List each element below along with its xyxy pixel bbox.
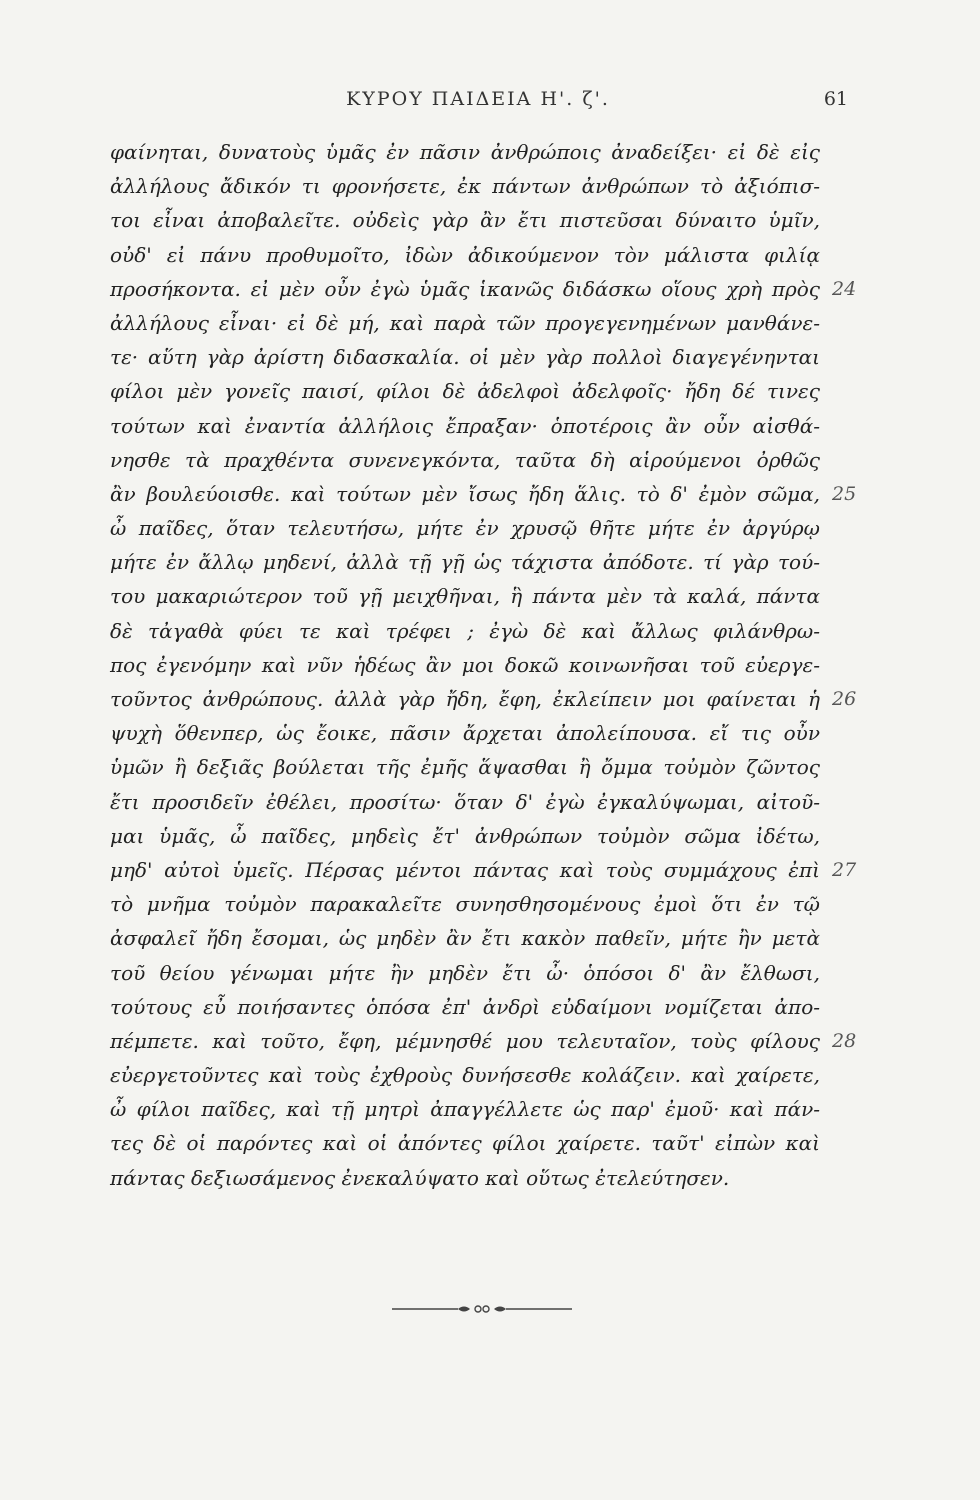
text-line: [110, 443, 820, 477]
line-text: φίλοι μὲν γονεῖς παισί, φίλοι δὲ ἀδελφοὶ ἀδελφοῖς· ἤδη δέ τινες: [110, 379, 820, 404]
text-line: [110, 614, 820, 648]
line-text: πάντας δεξιωσάμενος ἐνεκαλύψατο καὶ οὕτως ἐτελεύτησεν.: [110, 1165, 730, 1190]
text-line: [110, 1092, 820, 1126]
line-text: ψυχὴ ὅθενπερ, ὡς ἔοικε, πᾶσιν ἄρχεται ἀπολείπουσα. εἴ τις οὖν: [110, 721, 820, 746]
line-text: μήτε ἐν ἄλλῳ μηδενί, ἀλλὰ τῇ γῇ ὡς τάχιστα ἀπόδοτε. τί γὰρ τού-: [110, 550, 820, 575]
text-line: [110, 545, 820, 579]
text-line: [110, 785, 820, 819]
line-text: τούτων καὶ ἐναντία ἀλλήλοις ἔπραξαν· ὁποτέροις ἂν οὖν αἰσθά-: [110, 413, 820, 438]
text-line: [110, 956, 820, 990]
line-text: ἔτι προσιδεῖν ἐθέλει, προσίτω· ὅταν δ' ἐγὼ ἐγκαλύψωμαι, αἰτοῦ-: [110, 789, 820, 814]
line-text: τούτους εὖ ποιήσαντες ὁπόσα ἐπ' ἀνδρὶ εὐδαίμονι νομίζεται ἀπο-: [110, 994, 820, 1019]
text-line: [110, 716, 820, 750]
line-text: ὑμῶν ἢ δεξιᾶς βούλεται τῆς ἐμῆς ἅψασθαι ἢ ὄμμα τοὐμὸν ζῶντος: [110, 755, 820, 780]
line-text: ὦ παῖδες, ὅταν τελευτήσω, μήτε ἐν χρυσῷ θῆτε μήτε ἐν ἀργύρῳ: [110, 516, 820, 541]
page-number: 61: [823, 88, 848, 110]
text-line: [110, 1126, 820, 1160]
line-text: τες δὲ οἱ παρόντες καὶ οἱ ἀπόντες φίλοι χαίρετε. ταῦτ' εἰπὼν καὶ: [110, 1131, 820, 1156]
line-text: πέμπετε. καὶ τοῦτο, ἔφη, μέμνησθέ μου τελευταῖον, τοὺς φίλους: [110, 1028, 820, 1053]
line-text: δὲ τἀγαθὰ φύει τε καὶ τρέφει ; ἐγὼ δὲ καὶ ἄλλως φιλάνθρω-: [110, 618, 820, 643]
end-ornament-icon: [392, 1302, 572, 1316]
line-text: πος ἐγενόμην καὶ νῦν ἡδέως ἂν μοι δοκῶ κοινωνῆσαι τοῦ εὐεργε-: [110, 652, 820, 677]
text-line: [110, 1161, 820, 1195]
line-text: τὸ μνῆμα τοὐμὸν παρακαλεῖτε συνησθησομένους ἐμοὶ ὅτι ἐν τῷ: [110, 892, 820, 917]
line-text: του μακαριώτερον τοῦ γῇ μειχθῆναι, ἣ πάντα μὲν τὰ καλά, πάντα: [110, 584, 820, 609]
text-line: [110, 819, 820, 853]
line-text: νησθε τὰ πραχθέντα συνενεγκόντα, ταῦτα δὴ αἱρούμενοι ὀρθῶς: [110, 447, 820, 472]
section-number: 28: [832, 1029, 857, 1052]
text-line: [110, 682, 857, 716]
line-text: ὦ φίλοι παῖδες, καὶ τῇ μητρὶ ἀπαγγέλλετε ὡς παρ' ἐμοῦ· καὶ πάν-: [110, 1097, 820, 1122]
text-line: [110, 409, 820, 443]
section-number: 26: [832, 688, 857, 710]
text-line: [110, 511, 820, 545]
line-text: εὐεργετοῦντες καὶ τοὺς ἐχθροὺς δυνήσεσθε κολάζειν. καὶ χαίρετε,: [110, 1063, 820, 1088]
section-number: 24: [832, 277, 857, 300]
text-line: [110, 1058, 820, 1092]
text-line: [110, 238, 820, 272]
text-line: [110, 1024, 857, 1058]
section-number: 25: [832, 482, 857, 505]
section-number: 27: [832, 858, 857, 881]
text-line: [110, 477, 857, 511]
line-text: ἀλλήλους ἄδικόν τι φρονήσετε, ἐκ πάντων ἀνθρώπων τὸ ἀξιόπισ-: [110, 174, 820, 199]
line-text: ἀλλήλους εἶναι· εἰ δὲ μή, καὶ παρὰ τῶν προγεγενημένων μανθάνε-: [110, 310, 820, 335]
text-line: [110, 887, 820, 921]
text-line: [110, 921, 820, 955]
text-line: [110, 853, 857, 887]
body-text: [110, 135, 857, 1195]
line-text: μαι ὑμᾶς, ὦ παῖδες, μηδεὶς ἔτ' ἀνθρώπων τοὐμὸν σῶμα ἰδέτω,: [110, 823, 820, 848]
text-line: [110, 272, 857, 306]
line-text: τοι εἶναι ἀποβαλεῖτε. οὐδεὶς γὰρ ἂν ἔτι πιστεῦσαι δύναιτο ὑμῖν,: [110, 208, 820, 233]
line-text: ἂν βουλεύοισθε. καὶ τούτων μὲν ἴσως ἤδη ἅλις. τὸ δ' ἐμὸν σῶμα,: [110, 481, 820, 506]
text-line: [110, 648, 820, 682]
line-text: τε· αὕτη γὰρ ἀρίστη διδασκαλία. οἱ μὲν γὰρ πολλοὶ διαγεγένηνται: [110, 345, 820, 370]
text-line: [110, 135, 820, 169]
running-title: ΚΥΡΟΥ ΠΑΙΔΕΙΑ Η'. ζ'.: [346, 88, 610, 110]
text-line: [110, 990, 820, 1024]
page-header: [108, 88, 848, 118]
line-text: προσήκοντα. εἰ μὲν οὖν ἐγὼ ὑμᾶς ἱκανῶς διδάσκω οἵους χρὴ πρὸς: [110, 276, 820, 301]
text-line: [110, 579, 820, 613]
text-line: [110, 169, 820, 203]
line-text: μηδ' αὐτοὶ ὑμεῖς. Πέρσας μέντοι πάντας καὶ τοὺς συμμάχους ἐπὶ: [110, 857, 820, 882]
line-text: ἀσφαλεῖ ἤδη ἔσομαι, ὡς μηδὲν ἂν ἔτι κακὸν παθεῖν, μήτε ἢν μετὰ: [110, 926, 820, 951]
text-line: [110, 340, 820, 374]
line-text: οὐδ' εἰ πάνυ προθυμοῖτο, ἰδὼν ἀδικούμενον τὸν μάλιστα φιλίᾳ: [110, 242, 820, 267]
text-line: [110, 374, 820, 408]
line-text: φαίνηται, δυνατοὺς ὑμᾶς ἐν πᾶσιν ἀνθρώποις ἀναδείξει· εἰ δὲ εἰς: [110, 140, 820, 164]
text-line: [110, 203, 820, 237]
text-line: [110, 306, 820, 340]
line-text: τοῦ θείου γένωμαι μήτε ἢν μηδὲν ἔτι ὦ· ὁπόσοι δ' ἂν ἔλθωσι,: [110, 960, 820, 985]
line-text: τοῦντος ἀνθρώπους. ἀλλὰ γὰρ ἤδη, ἔφη, ἐκλείπειν μοι φαίνεται ἡ: [110, 687, 820, 711]
text-line: [110, 750, 820, 784]
